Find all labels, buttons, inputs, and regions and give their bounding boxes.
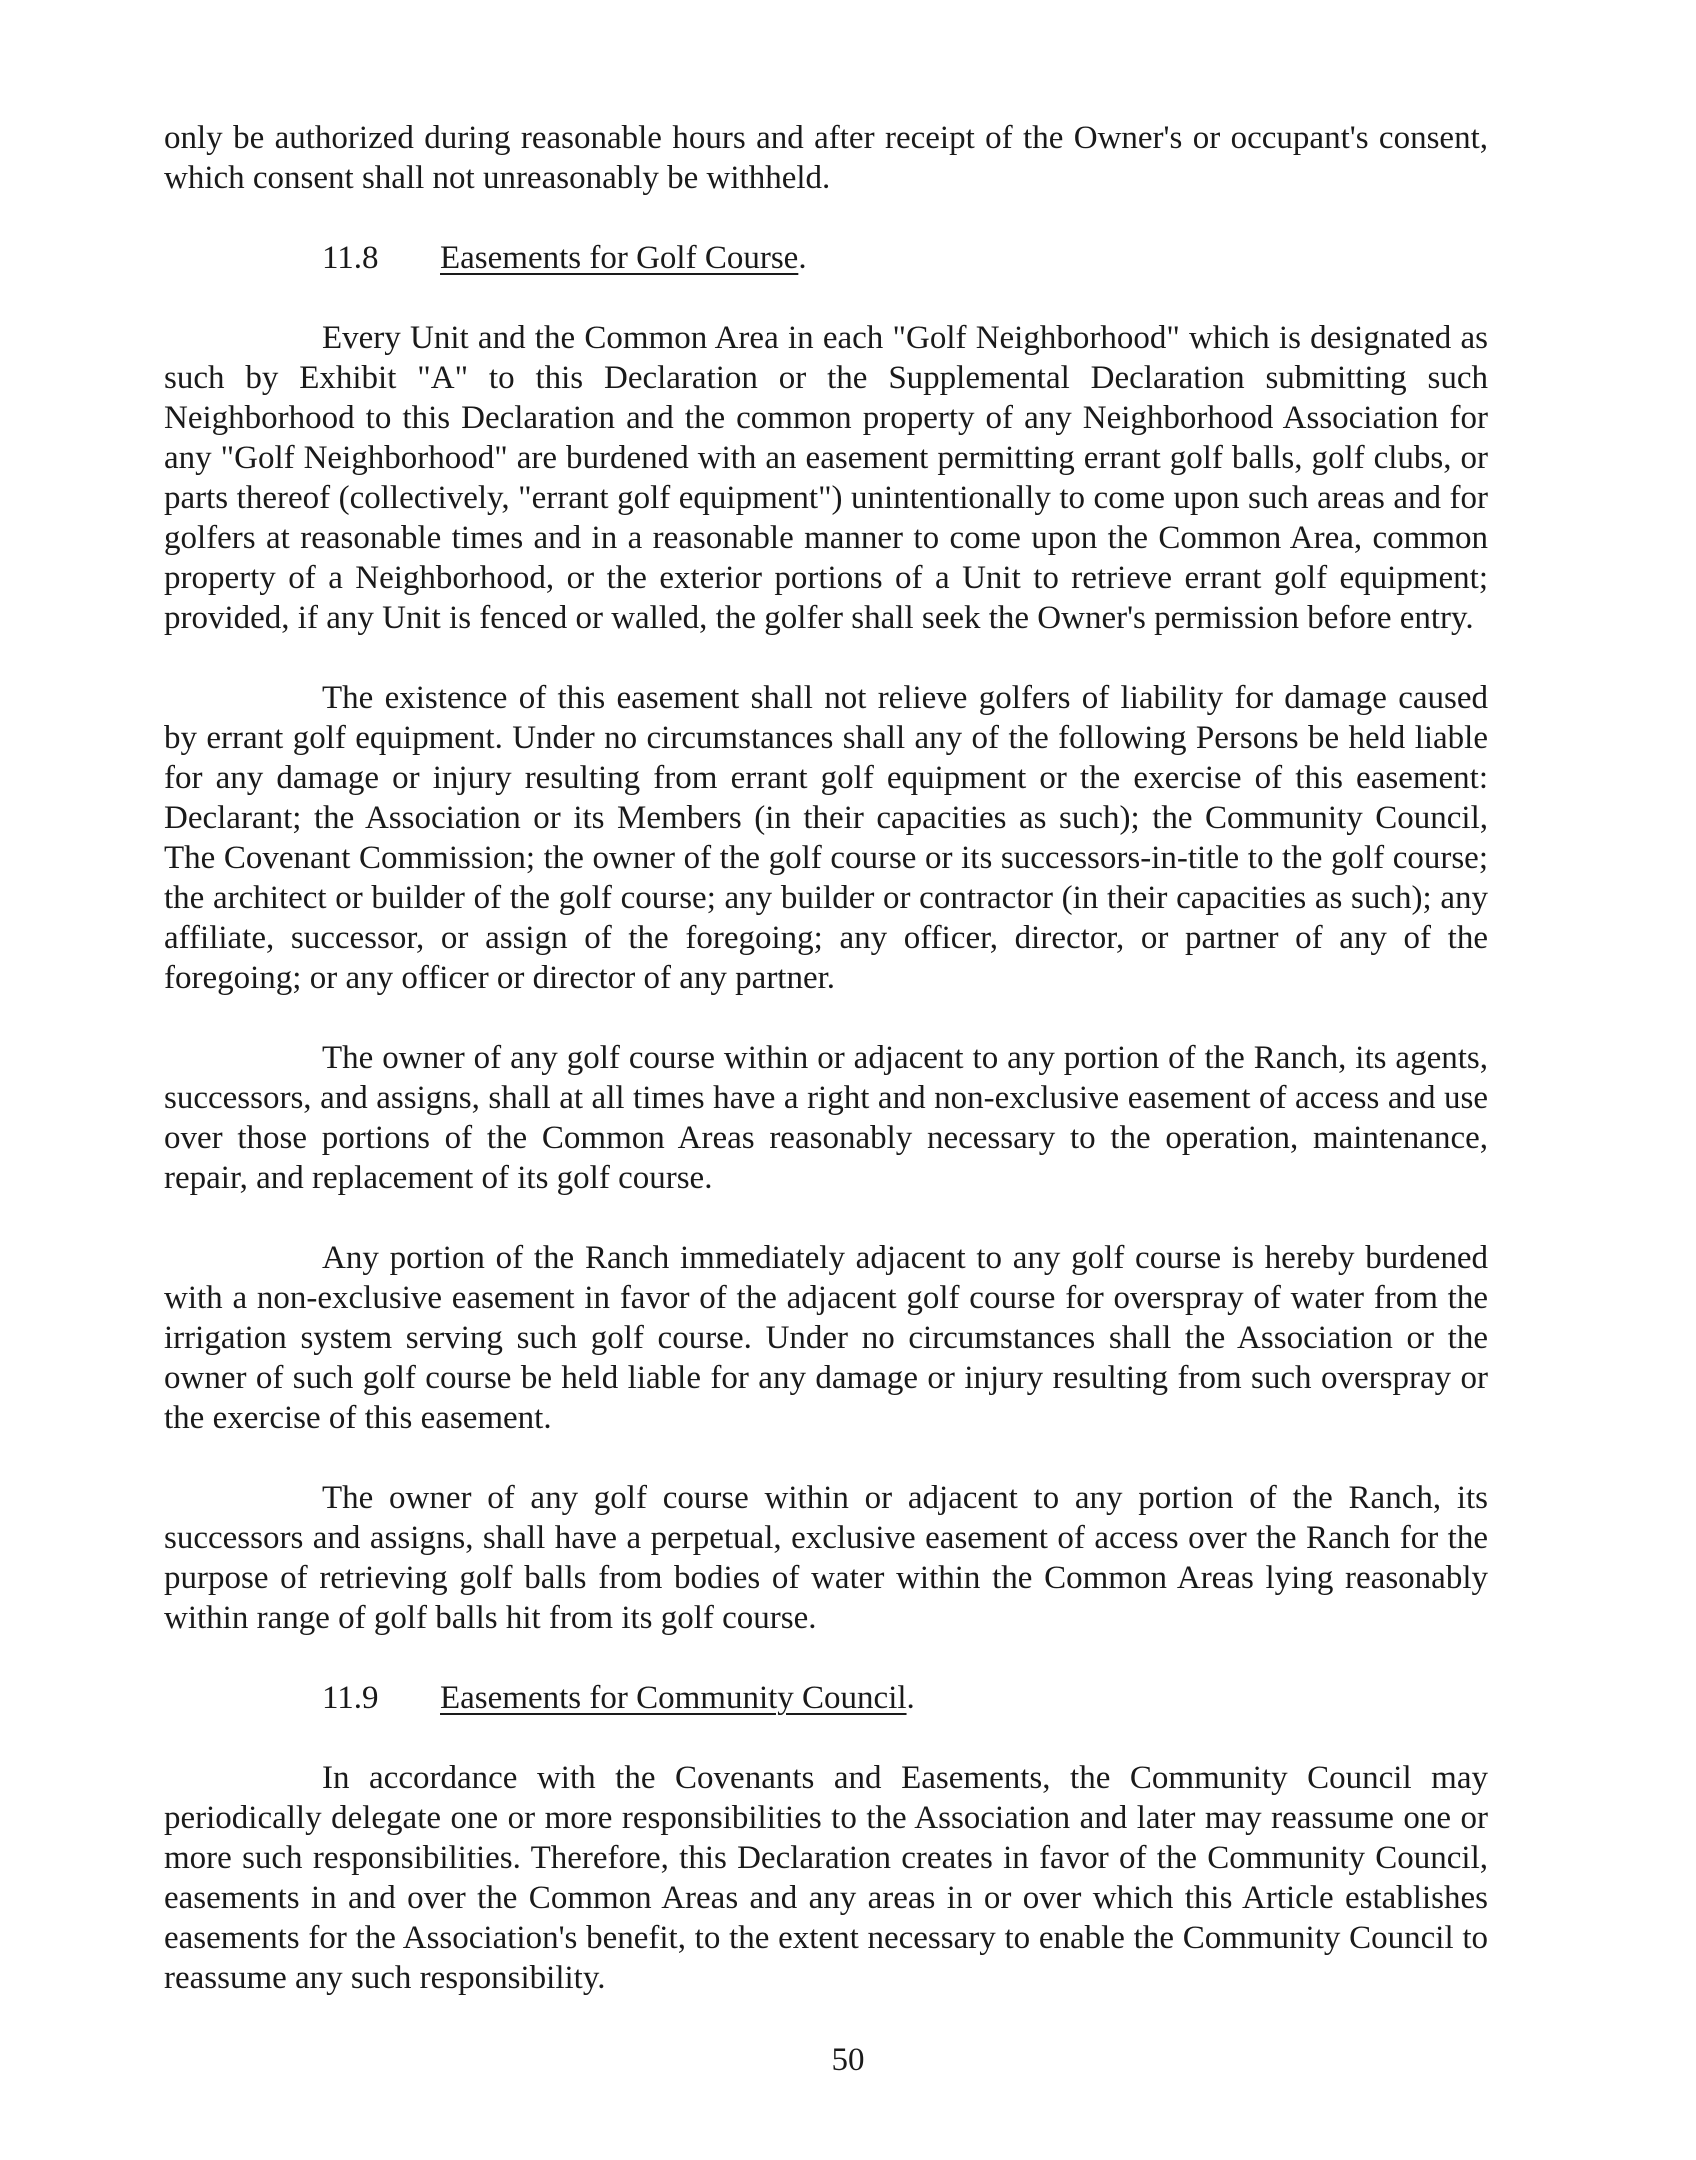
section-title-period: .	[798, 240, 807, 276]
section-title: Easements for Golf Course	[440, 240, 799, 276]
body-paragraph: The owner of any golf course within or adjacent to any portion of the Ranch, its successors and assigns, shall have a perpetual, exclusive easement of access over the Ranch for the purpose of retrieving golf balls from bodies of water within the Common Areas lying reasonably within range of golf balls hit from its golf course.	[164, 1480, 1488, 1636]
section-title-period: .	[906, 1680, 915, 1716]
body-paragraph: In accordance with the Covenants and Easements, the Community Council may periodically delegate one or more responsibilities to the Association and later may reassume one or more such responsibilities. Therefore, this Declaration creates in favor of the Community Council, easements in and over the Common Areas and any areas in or over which this Article establishes easements for the Association's benefit, to the extent necessary to enable the Community Council to reassume any such responsibility.	[164, 1760, 1488, 1996]
section-heading-11-9	[164, 1678, 1488, 1718]
section-heading-11-8	[164, 238, 1488, 278]
section-title: Easements for Community Council	[440, 1680, 907, 1716]
opening-paragraph: only be authorized during reasonable hours and after receipt of the Owner's or occupant's consent, which consent shall not unreasonably be withheld.	[164, 120, 1488, 196]
page-number: 50	[831, 2042, 865, 2078]
document-page	[164, 118, 1488, 1998]
body-paragraph: The existence of this easement shall not relieve golfers of liability for damage caused by errant golf equipment. Under no circumstances shall any of the following Persons be held liable for any damage or injury resulting from errant golf equipment or the exercise of this easement: Declarant; the Association or its Members (in their capacities as such); the Community Council, The Covenant Commission; the owner of the golf course or its successors-in-title to the golf course; the architect or builder of the golf course; any builder or contractor (in their capacities as such); any affiliate, successor, or assign of the foregoing; any officer, director, or partner of any of the foregoing; or any officer or director of any partner.	[164, 680, 1488, 996]
section-number: 11.8	[322, 240, 379, 276]
body-paragraph: Any portion of the Ranch immediately adjacent to any golf course is hereby burdened with a non-exclusive easement in favor of the adjacent golf course for overspray of water from the irrigation system serving such golf course. Under no circumstances shall the Association or the owner of such golf course be held liable for any damage or injury resulting from such overspray or the exercise of this easement.	[164, 1240, 1488, 1436]
body-paragraph: Every Unit and the Common Area in each "Golf Neighborhood" which is designated as such by Exhibit "A" to this Declaration or the Supplemental Declaration submitting such Neighborhood to this Declaration and the common property of any Neighborhood Association for any "Golf Neighborhood" are burdened with an easement permitting errant golf balls, golf clubs, or parts thereof (collectively, "errant golf equipment") unintentionally to come upon such areas and for golfers at reasonable times and in a reasonable manner to come upon the Common Area, common property of a Neighborhood, or the exterior portions of a Unit to retrieve errant golf equipment; provided, if any Unit is fenced or walled, the golfer shall seek the Owner's permission before entry.	[164, 320, 1488, 636]
section-number: 11.9	[322, 1680, 379, 1716]
body-paragraph: The owner of any golf course within or adjacent to any portion of the Ranch, its agents, successors, and assigns, shall at all times have a right and non-exclusive easement of access and use over those portions of the Common Areas reasonably necessary to the operation, maintenance, repair, and replacement of its golf course.	[164, 1040, 1488, 1196]
